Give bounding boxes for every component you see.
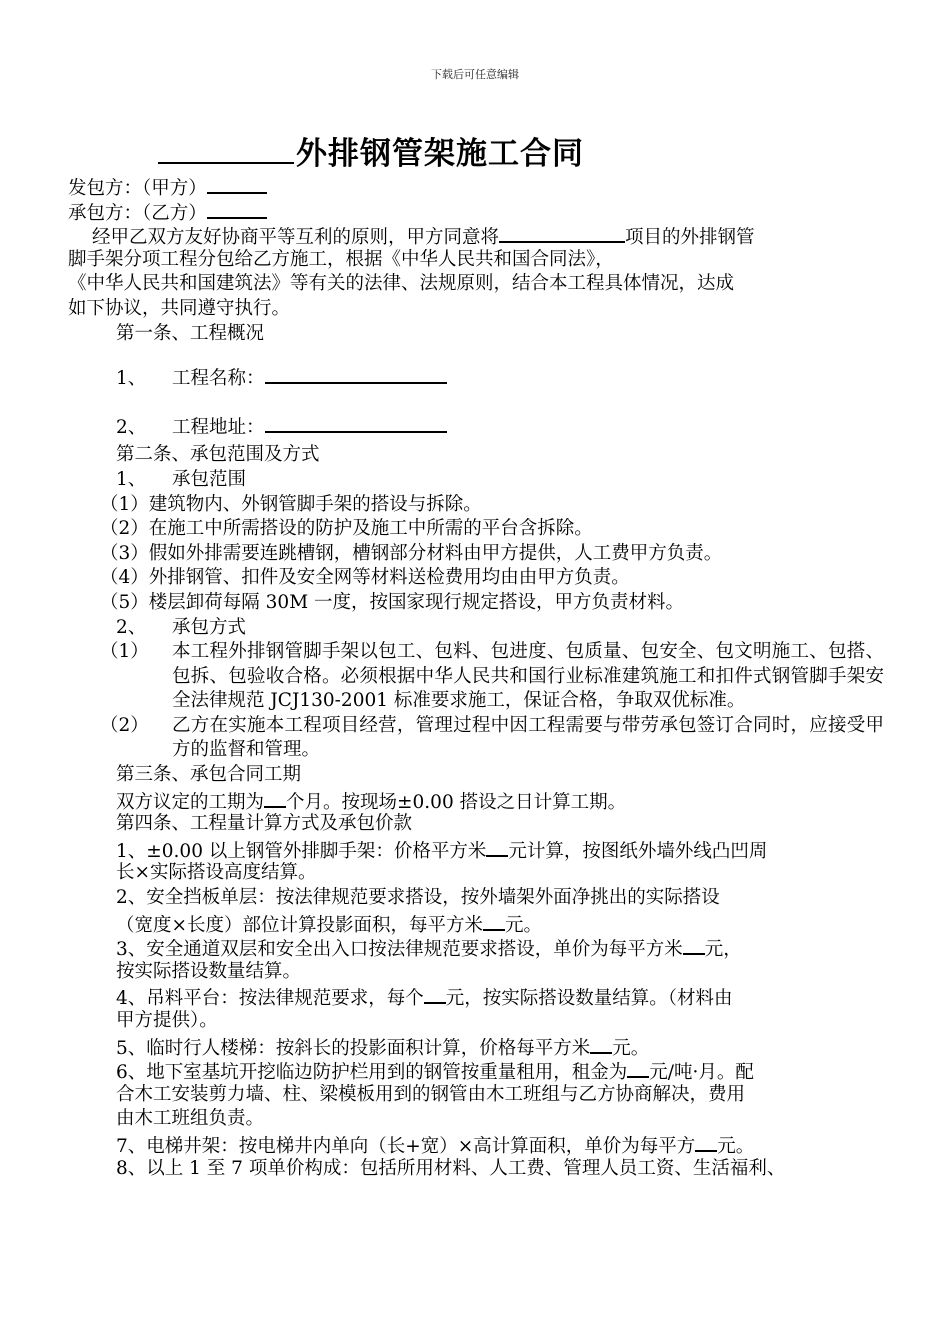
article-4-heading: 第四条、工程量计算方式及承包价款 [116,813,413,835]
price-item-8: 8、以上 1 至 7 项单价构成：包括所用材料、人工费、管理人员工资、生活福利、 [116,1157,786,1179]
mode-heading: 2、 承包方式 [116,616,247,638]
duration-blank [264,788,286,808]
price-item-2: 2、安全挡板单层：按法律规范要求搭设，按外墙架外面净挑出的实际搭设 [116,887,720,909]
article-2-heading: 第二条、承包范围及方式 [116,444,320,466]
intro-line-3: 《中华人民共和国建筑法》等有关的法律、法规原则，结合本工程具体情况，达成 [68,273,735,295]
project-name-row: 1、 工程名称： [68,364,884,389]
article-1-heading: 第一条、工程概况 [116,322,265,344]
price-item-4-cont: 甲方提供）。 [116,1010,218,1031]
title-text: 外排钢管架施工合同 [296,136,584,172]
article-3-heading: 第三条、承包合同工期 [116,764,302,786]
price-item-6: 6、地下室基坑开挖临边防护栏用到的钢管按重量租用，租金为 元/吨·月。配 [116,1058,884,1083]
project-address-blank [265,413,447,433]
mode-item: （1） 本工程外排钢管脚手架以包工、包料、包进度、包质量、包安全、包文明施工、包搭、包拆、包验收合格。必须根据中华人民共和国行业标准建筑施工和扣件式钢管脚手架安全法律规范 JCJ130-2001 标准要求施工，保证合格，争取双优标准。 [100,641,884,712]
project-name-blank [265,364,447,384]
title-blank [158,132,294,164]
scope-item: （2）在施工中所需搭设的防护及施工中所需的平台含拆除。 [100,518,593,540]
header-note: 下载后可任意编辑 [431,68,519,81]
price-item-7: 7、电梯井架：按电梯井内单向（长+宽）×高计算面积，单价为每平方 元。 [116,1132,884,1157]
intro-line-1: 经甲乙双方友好协商平等互利的原则，甲方同意将 项目的外排钢管 [68,223,884,248]
intro-line-4: 如下协议，共同遵守执行。 [68,297,291,319]
scope-item: （3）假如外排需要连跳槽钢，槽钢部分材料由甲方提供，人工费甲方负责。 [100,542,723,564]
scope-heading: 1、 承包范围 [116,468,247,490]
price-item-3: 3、安全通道双层和安全出入口按法律规范要求搭设，单价为每平方米 元， [116,935,884,960]
price-item-5: 5、临时行人楼梯：按斜长的投影面积计算，价格每平方米 元。 [116,1034,884,1059]
price-item-3-cont: 按实际搭设数量结算。 [116,960,302,982]
price-item-2-cont: （宽度×长度）部位计算投影面积，每平方米 元。 [116,911,884,936]
article-4-body [68,837,884,1181]
party-a-blank [207,174,267,194]
price-item-1-cont: 长×实际搭设高度结算。 [116,862,317,884]
mode-item: （2） 乙方在实施本工程项目经营，管理过程中因工程需要与带劳承包签订合同时，应接受甲方的监督和管理。 [100,714,884,761]
scope-item: （1）建筑物内、外钢管脚手架的搭设与拆除。 [100,493,482,515]
project-blank [499,223,625,243]
party-b: 承包方：（乙方） [68,199,884,224]
contract-body [68,174,884,1181]
contract-title [158,128,584,173]
price-item-1: 1、±0.00 以上钢管外排脚手架：价格平方米 元计算，按图纸外墙外线凸凹周 [116,837,884,862]
project-address-row: 2、 工程地址： [68,413,884,438]
price-item-6-cont: 合木工安装剪力墙、柱、梁模板用到的钢管由木工班组与乙方协商解决，费用 [116,1083,746,1105]
party-a: 发包方：（甲方） [68,174,884,199]
price-item-4: 4、吊料平台：按法律规范要求，每个 元，按实际搭设数量结算。（材料由 [116,984,884,1009]
intro-line-2: 脚手架分项工程分包给乙方施工，根据《中华人民共和国合同法》， [68,248,614,270]
article-3-text: 双方议定的工期为 个月。按现场±0.00 搭设之日计算工期。 [68,788,884,813]
scope-item: （4）外排钢管、扣件及安全网等材料送检费用均由由甲方负责。 [100,567,630,589]
scope-item: （5）楼层卸荷每隔 30M 一度，按国家现行规定搭设，甲方负责材料。 [100,591,685,613]
party-b-blank [207,199,267,219]
price-item-6-cont2: 由木工班组负责。 [116,1108,265,1130]
